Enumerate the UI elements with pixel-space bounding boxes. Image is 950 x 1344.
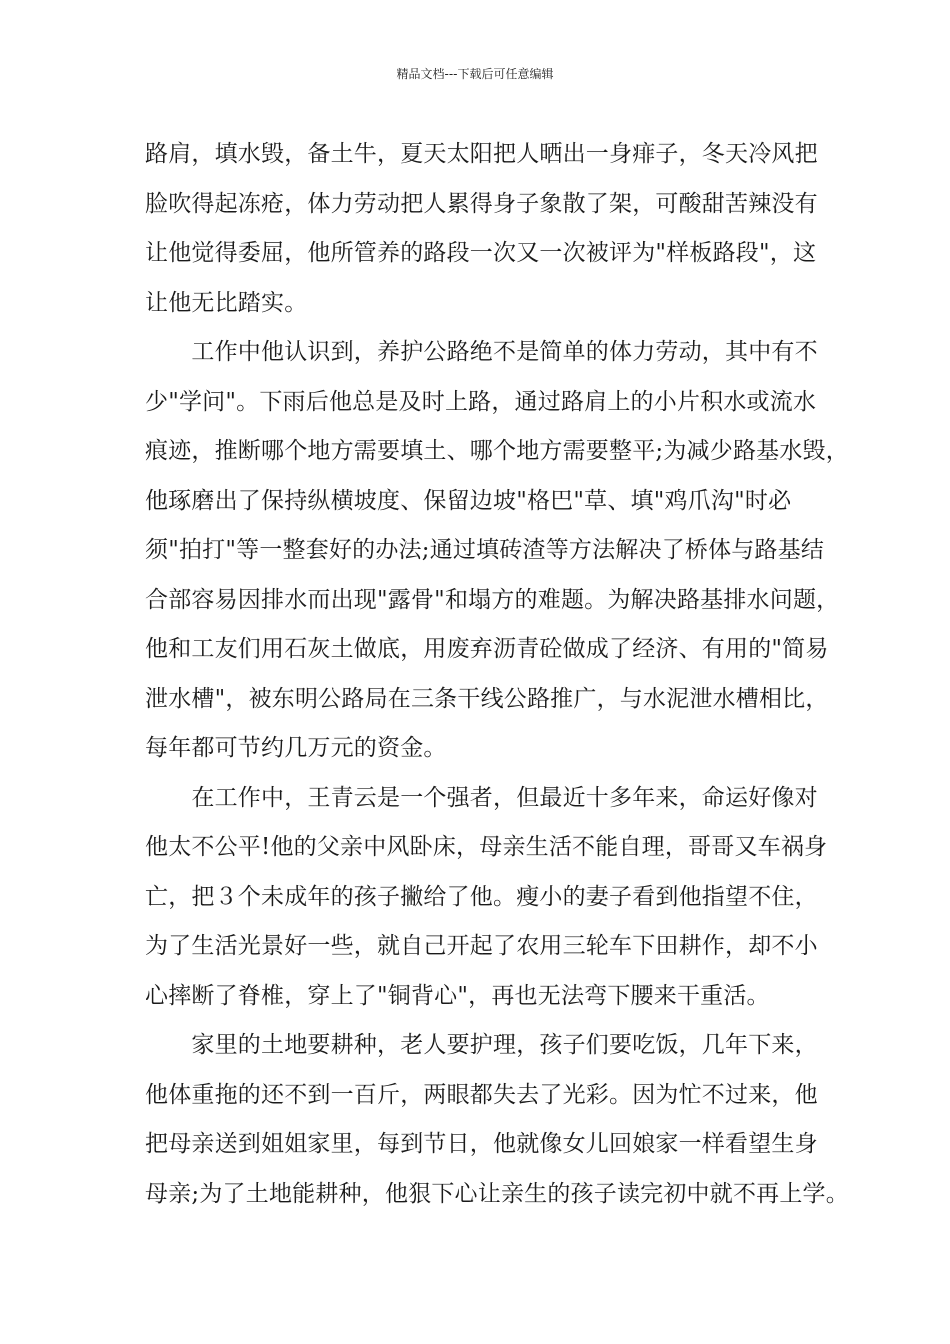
text-line: 每年都可节约几万元的资金。 — [145, 735, 447, 761]
document-body — [145, 130, 849, 1219]
text-line: 路肩，填水毁，备土牛，夏天太阳把人晒出一身痱子，冬天冷风把 — [145, 141, 818, 167]
text-line: 家里的土地要耕种，老人要护理，孩子们要吃饭，几年下来， — [145, 1032, 818, 1058]
page-header: 精品文档---下载后可任意编辑 — [396, 67, 554, 81]
text-line: 脸吹得起冻疮，体力劳动把人累得身子象散了架，可酸甜苦辣没有 — [145, 190, 818, 217]
text-line: 须"拍打"等一整套好的办法;通过填砖渣等方法解决了桥体与路基结 — [145, 537, 825, 563]
text-line: 他太不公平!他的父亲中风卧床，母亲生活不能自理，哥哥又车祸身 — [145, 834, 828, 860]
text-line: 工作中他认识到，养护公路绝不是简单的体力劳动，其中有不 — [145, 339, 818, 365]
text-line: 母亲;为了土地能耕种，他狠下心让亲生的孩子读完初中就不再上学。 — [145, 1180, 849, 1207]
text-line: 他体重拖的还不到一百斤，两眼都失去了光彩。因为忙不过来，他 — [145, 1081, 818, 1108]
text-line: 在工作中，王青云是一个强者，但最近十多年来，命运好像对 — [145, 784, 818, 811]
text-line: 心摔断了脊椎，穿上了"铜背心"，再也无法弯下腰来干重活。 — [145, 982, 770, 1009]
text-line: 为了生活光景好一些，就自己开起了农用三轮车下田耕作，却不小 — [145, 933, 818, 959]
text-line: 痕迹，推断哪个地方需要填土、哪个地方需要整平;为减少路基水毁， — [145, 438, 849, 464]
paragraph — [145, 774, 835, 1022]
text-line: 他和工友们用石灰土做底，用废弃沥青砼做成了经济、有用的"简易 — [145, 636, 829, 662]
text-line: 少"学问"。下雨后他总是及时上路，通过路肩上的小片积水或流水 — [145, 388, 817, 415]
paragraph — [145, 130, 835, 328]
text-line: 泄水槽"，被东明公路局在三条干线公路推广，与水泥泄水槽相比， — [145, 685, 829, 712]
text-line: 让他觉得委屈，他所管养的路段一次又一次被评为"样板路段"，这 — [145, 240, 817, 266]
text-line: 他琢磨出了保持纵横坡度、保留边坡"格巴"草、填"鸡爪沟"时必 — [145, 487, 792, 514]
text-line: 亡，把３个未成年的孩子撇给了他。瘦小的妻子看到他指望不住， — [145, 883, 818, 910]
paragraph — [145, 328, 849, 774]
paragraph — [145, 1021, 849, 1219]
text-line: 合部容易因排水而出现"露骨"和塌方的难题。为解决路基排水问题， — [145, 586, 840, 613]
text-line: 让他无比踏实。 — [145, 289, 308, 316]
text-line: 把母亲送到姐姐家里，每到节日，他就像女儿回娘家一样看望生身 — [145, 1131, 818, 1157]
